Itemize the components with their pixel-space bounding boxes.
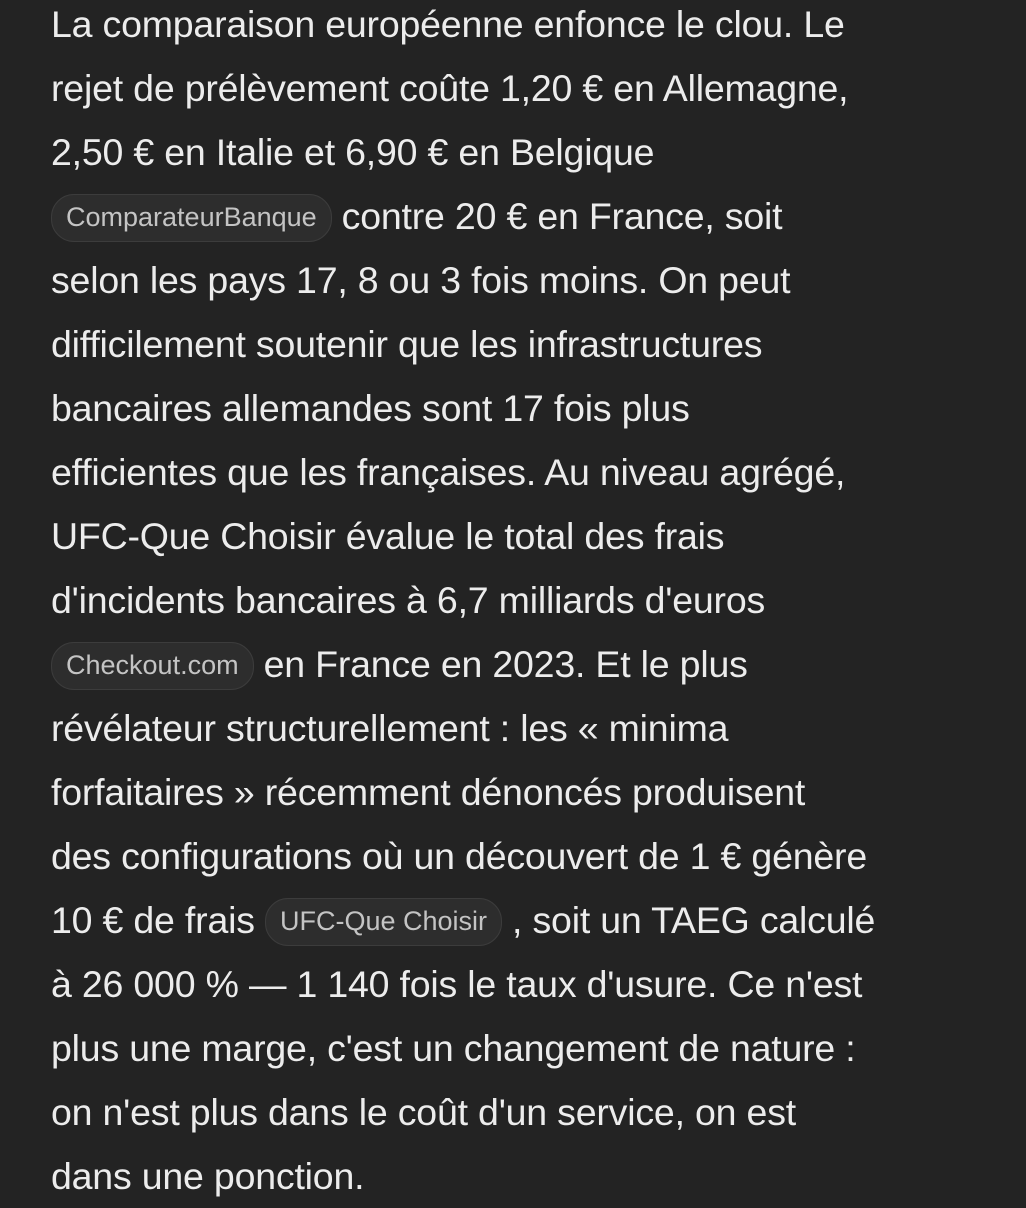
text-line: des configurations où un découvert de 1 € génère [51,835,867,877]
text-line: efficientes que les françaises. Au niveau agrégé, [51,451,846,493]
text-line: La comparaison européenne enfonce le clou. Le [51,3,845,45]
text-line [51,888,1011,952]
text-segment: , soit un TAEG calculé [512,899,876,941]
text-line: plus une marge, c'est un changement de nature : [51,1027,856,1069]
text-line: 2,50 € en Italie et 6,90 € en Belgique [51,131,655,173]
text-line: d'incidents bancaires à 6,7 milliards d'euros [51,579,766,621]
citation-chip-checkout[interactable]: Checkout.com [51,642,254,690]
text-line: révélateur structurellement : les « minima [51,707,729,749]
text-line [51,632,1011,696]
text-segment: en France en 2023. Et le plus [263,643,748,685]
text-line: UFC-Que Choisir évalue le total des frais [51,515,725,557]
text-line: selon les pays 17, 8 ou 3 fois moins. On peut [51,259,791,301]
text-line: à 26 000 % — 1 140 fois le taux d'usure. Ce n'est [51,963,863,1005]
text-line: bancaires allemandes sont 17 fois plus [51,387,690,429]
citation-chip-ufc-que-choisir[interactable]: UFC-Que Choisir [265,898,502,946]
text-line: dans une ponction. [51,1155,365,1197]
citation-chip-comparateurbanque[interactable]: ComparateurBanque [51,194,332,242]
text-line: rejet de prélèvement coûte 1,20 € en Allemagne, [51,67,849,109]
text-line: forfaitaires » récemment dénoncés produisent [51,771,806,813]
text-line: difficilement soutenir que les infrastructures [51,323,763,365]
article-paragraph [51,0,1011,1208]
text-segment: 10 € de frais [51,899,255,941]
text-segment: contre 20 € en France, soit [341,195,783,237]
text-line [51,184,1011,248]
text-line: on n'est plus dans le coût d'un service, on est [51,1091,796,1133]
